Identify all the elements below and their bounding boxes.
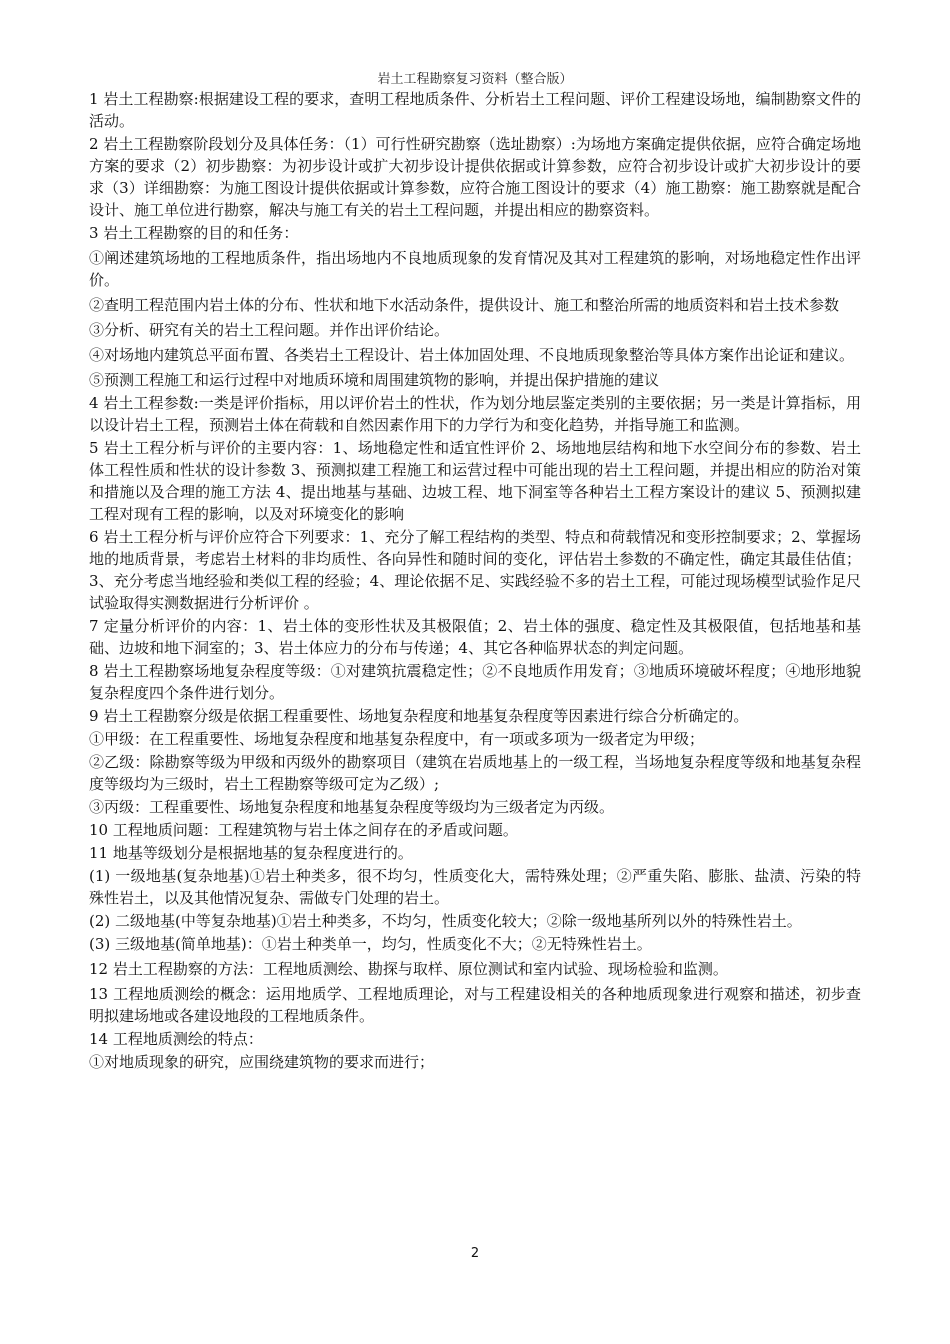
- paragraph-1: 1 岩土工程勘察:根据建设工程的要求，查明工程地质条件、分析岩土工程问题、评价工程建设场地，编制勘察文件的活动。: [89, 90, 861, 130]
- paragraph-4: 4 岩土工程参数:一类是评价指标，用以评价岩土的性状，作为划分地层鉴定类别的主要依据；另一类是计算指标，用以设计岩土工程，预测岩土体在荷载和自然因素作用下的力学行为和变化趋势，并指导施工和监测。: [89, 394, 861, 434]
- paragraph-2: 2 岩土工程勘察阶段划分及具体任务：（1）可行性研究勘察（选址勘察）:为场地方案确定提供依据，应符合确定场地方案的要求（2）初步勘察：为初步设计或扩大初步设计提供依据或计算参数，应符合初步设计或扩大初步设计的要求（3）详细勘察：为施工图设计提供依据或计算参数，应符合施工图设计的要求（4）施工勘察：施工勘察就是配合设计、施工单位进行勘察，解决与施工有关的岩土工程问题，并提出相应的勘察资料。: [89, 135, 861, 219]
- paragraph-9-item-3: ③丙级：工程重要性、场地复杂程度和地基复杂程度等级均为三级者定为丙级。: [89, 798, 615, 816]
- paragraph-11-item-3: (3) 三级地基(简单地基)：①岩土种类单一，均匀，性质变化不大；②无特殊性岩土。: [89, 935, 652, 953]
- page-header-title: 岩土工程勘察复习资料（整合版）: [377, 72, 573, 87]
- paragraph-9: 9 岩土工程勘察分级是依据工程重要性、场地复杂程度和地基复杂程度等因素进行综合分析确定的。: [89, 707, 749, 725]
- paragraph-8: 8 岩土工程勘察场地复杂程度等级：①对建筑抗震稳定性；②不良地质作用发育；③地质环境破坏程度；④地形地貌复杂程度四个条件进行划分。: [89, 662, 861, 702]
- paragraph-14: 14 工程地质测绘的特点：: [89, 1030, 263, 1048]
- paragraph-14-item-1: ①对地质现象的研究，应围绕建筑物的要求而进行；: [89, 1053, 435, 1071]
- paragraph-3-item-3: ③分析、研究有关的岩土工程问题。并作出评价结论。: [89, 321, 450, 339]
- paragraph-9-item-1: ①甲级：在工程重要性、场地复杂程度和地基复杂程度中，有一项或多项为一级者定为甲级；: [89, 730, 705, 748]
- paragraph-11: 11 地基等级划分是根据地基的复杂程度进行的。: [89, 844, 413, 862]
- paragraph-5: 5 岩土工程分析与评价的主要内容：1、场地稳定性和适宜性评价 2、场地地层结构和地下水空间分布的参数、岩土体工程性质和性状的设计参数 3、预测拟建工程施工和运营过程中可能出现的岩土工程问题，并提出相应的防治对策和措施以及合理的施工方法 4、提出地基与基础、边坡工程、地下洞室等各种岩土工程方案设计的建议 5、预测拟建工程对现有工程的影响，以及对环境变化的影响: [89, 439, 861, 523]
- paragraph-3-heading: 3 岩土工程勘察的目的和任务：: [89, 224, 299, 242]
- paragraph-3-item-5: ⑤预测工程施工和运行过程中对地质环境和周围建筑物的影响，并提出保护措施的建议: [89, 371, 660, 389]
- paragraph-3-item-2: ②查明工程范围内岩土体的分布、性状和地下水活动条件，提供设计、施工和整治所需的地质资料和岩土技术参数: [89, 296, 840, 314]
- page-number: 2: [470, 1246, 480, 1261]
- document-body: [89, 88, 861, 1074]
- paragraph-13: 13 工程地质测绘的概念：运用地质学、工程地质理论，对与工程建设相关的各种地质现象进行观察和描述，初步查明拟建场地或各建设地段的工程地质条件。: [89, 985, 861, 1025]
- paragraph-10: 10 工程地质问题：工程建筑物与岩土体之间存在的矛盾或问题。: [89, 821, 518, 839]
- paragraph-12: 12 岩土工程勘察的方法：工程地质测绘、勘探与取样、原位测试和室内试验、现场检验和监测。: [89, 960, 728, 978]
- paragraph-11-item-1: (1) 一级地基(复杂地基)①岩土种类多，很不均匀，性质变化大，需特殊处理；②严重失陷、膨胀、盐渍、污染的特殊性岩土，以及其他情况复杂、需做专门处理的岩土。: [89, 867, 861, 907]
- paragraph-9-item-2: ②乙级：除勘察等级为甲级和丙级外的勘察项目（建筑在岩质地基上的一级工程，当场地复杂程度等级和地基复杂程度等级均为三级时，岩土工程勘察等级可定为乙级）;: [89, 753, 861, 793]
- paragraph-7: 7 定量分析评价的内容：1、岩土体的变形性状及其极限值；2、岩土体的强度、稳定性及其极限值，包括地基和基础、边坡和地下洞室的；3、岩土体应力的分布与传递；4、其它各种临界状态的判定问题。: [89, 617, 861, 657]
- paragraph-3-item-4: ④对场地内建筑总平面布置、各类岩土工程设计、岩土体加固处理、不良地质现象整治等具体方案作出论证和建议。: [89, 346, 855, 364]
- paragraph-11-item-2: (2) 二级地基(中等复杂地基)①岩土种类多，不均匀，性质变化较大；②除一级地基所列以外的特殊性岩土。: [89, 912, 802, 930]
- paragraph-3-item-1: ①阐述建筑场地的工程地质条件，指出场地内不良地质现象的发育情况及其对工程建筑的影响，对场地稳定性作出评价。: [89, 249, 861, 289]
- paragraph-6: 6 岩土工程分析与评价应符合下列要求：1、充分了解工程结构的类型、特点和荷载情况和变形控制要求；2、掌握场地的地质背景，考虑岩土材料的非均质性、各向异性和随时间的变化，评估岩土参数的不确定性，确定其最佳估值；3、充分考虑当地经验和类似工程的经验；4、理论依据不足、实践经验不多的岩土工程，可能过现场模型试验作足尺试验取得实测数据进行分析评价 。: [89, 528, 861, 612]
